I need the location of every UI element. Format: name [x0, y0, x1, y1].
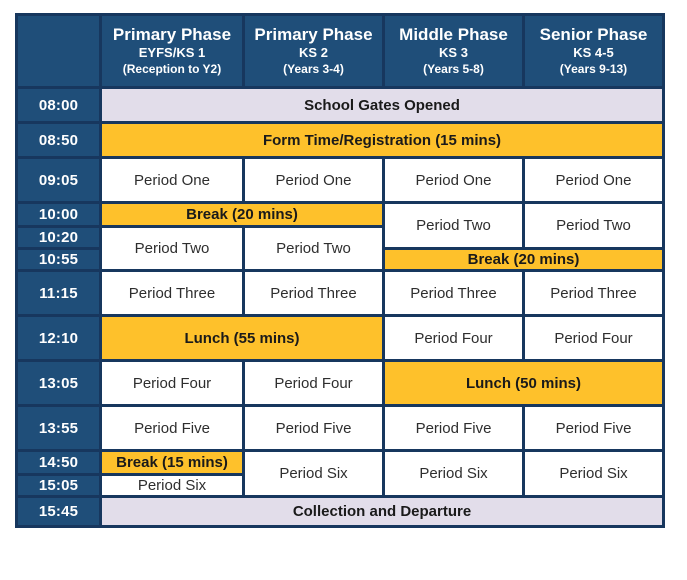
header-phase-title: Senior Phase [539, 24, 648, 44]
time-0850: 08:50 [17, 123, 101, 158]
cell-period-four-ks3: Period Four [384, 316, 524, 361]
header-key-stage: KS 2 [299, 45, 328, 61]
header-phase-title: Middle Phase [399, 24, 508, 44]
cell-school-gates-opened: School Gates Opened [101, 88, 664, 123]
header-senior-ks45 [524, 15, 664, 88]
cell-period-four-ks45: Period Four [524, 316, 664, 361]
time-1210: 12:10 [17, 316, 101, 361]
header-phase-title: Primary Phase [254, 24, 373, 44]
cell-period-one-ks2: Period One [244, 158, 384, 203]
header-years: (Years 3-4) [283, 61, 344, 76]
header-key-stage: KS 4-5 [573, 45, 614, 61]
cell-period-three-ks45: Period Three [524, 271, 664, 316]
cell-period-three-ks3: Period Three [384, 271, 524, 316]
school-timetable-table [15, 13, 665, 528]
cell-period-six-ks2: Period Six [244, 451, 384, 497]
row-1355 [17, 406, 664, 451]
cell-period-four-ks2: Period Four [244, 361, 384, 406]
row-1305 [17, 361, 664, 406]
row-1450 [17, 451, 664, 475]
cell-break-primary: Break (20 mins) [101, 203, 384, 227]
time-1545: 15:45 [17, 497, 101, 527]
cell-period-one-ks45: Period One [524, 158, 664, 203]
cell-period-five-eyfs: Period Five [101, 406, 244, 451]
cell-period-five-ks3: Period Five [384, 406, 524, 451]
header-phase-title: Primary Phase [112, 24, 232, 44]
header-time-cell [17, 15, 101, 88]
cell-period-six-eyfs: Period Six [101, 475, 244, 497]
header-row [17, 15, 664, 88]
cell-period-three-eyfs: Period Three [101, 271, 244, 316]
cell-period-two-eyfs: Period Two [101, 227, 244, 271]
cell-period-two-ks45: Period Two [524, 203, 664, 249]
time-1000: 10:00 [17, 203, 101, 227]
header-middle-ks3 [384, 15, 524, 88]
cell-period-one-ks3: Period One [384, 158, 524, 203]
row-1545 [17, 497, 664, 527]
header-years: (Years 5-8) [423, 61, 484, 76]
cell-period-six-ks3: Period Six [384, 451, 524, 497]
cell-lunch-middle-senior: Lunch (50 mins) [384, 361, 664, 406]
time-1355: 13:55 [17, 406, 101, 451]
header-primary-eyfs-ks1 [101, 15, 244, 88]
row-1115 [17, 271, 664, 316]
cell-collection-departure: Collection and Departure [101, 497, 664, 527]
header-years: (Reception to Y2) [122, 61, 222, 76]
header-key-stage: EYFS/KS 1 [138, 45, 206, 61]
header-primary-ks2 [244, 15, 384, 88]
cell-break-middle-senior: Break (20 mins) [384, 249, 664, 271]
time-1505: 15:05 [17, 475, 101, 497]
cell-form-time-registration: Form Time/Registration (15 mins) [101, 123, 664, 158]
header-years: (Years 9-13) [559, 61, 628, 76]
row-0850 [17, 123, 664, 158]
cell-period-six-ks45: Period Six [524, 451, 664, 497]
time-1020: 10:20 [17, 227, 101, 249]
time-1115: 11:15 [17, 271, 101, 316]
header-key-stage: KS 3 [439, 45, 468, 61]
cell-period-two-ks2: Period Two [244, 227, 384, 271]
row-1210 [17, 316, 664, 361]
cell-period-five-ks2: Period Five [244, 406, 384, 451]
cell-lunch-primary: Lunch (55 mins) [101, 316, 384, 361]
row-0905 [17, 158, 664, 203]
cell-period-one-eyfs: Period One [101, 158, 244, 203]
time-1305: 13:05 [17, 361, 101, 406]
cell-period-five-ks45: Period Five [524, 406, 664, 451]
time-1055: 10:55 [17, 249, 101, 271]
row-0800 [17, 88, 664, 123]
cell-period-three-ks2: Period Three [244, 271, 384, 316]
time-0905: 09:05 [17, 158, 101, 203]
cell-period-two-ks3: Period Two [384, 203, 524, 249]
time-0800: 08:00 [17, 88, 101, 123]
row-1000 [17, 203, 664, 227]
time-1450: 14:50 [17, 451, 101, 475]
cell-break-eyfs: Break (15 mins) [101, 451, 244, 475]
cell-period-four-eyfs: Period Four [101, 361, 244, 406]
